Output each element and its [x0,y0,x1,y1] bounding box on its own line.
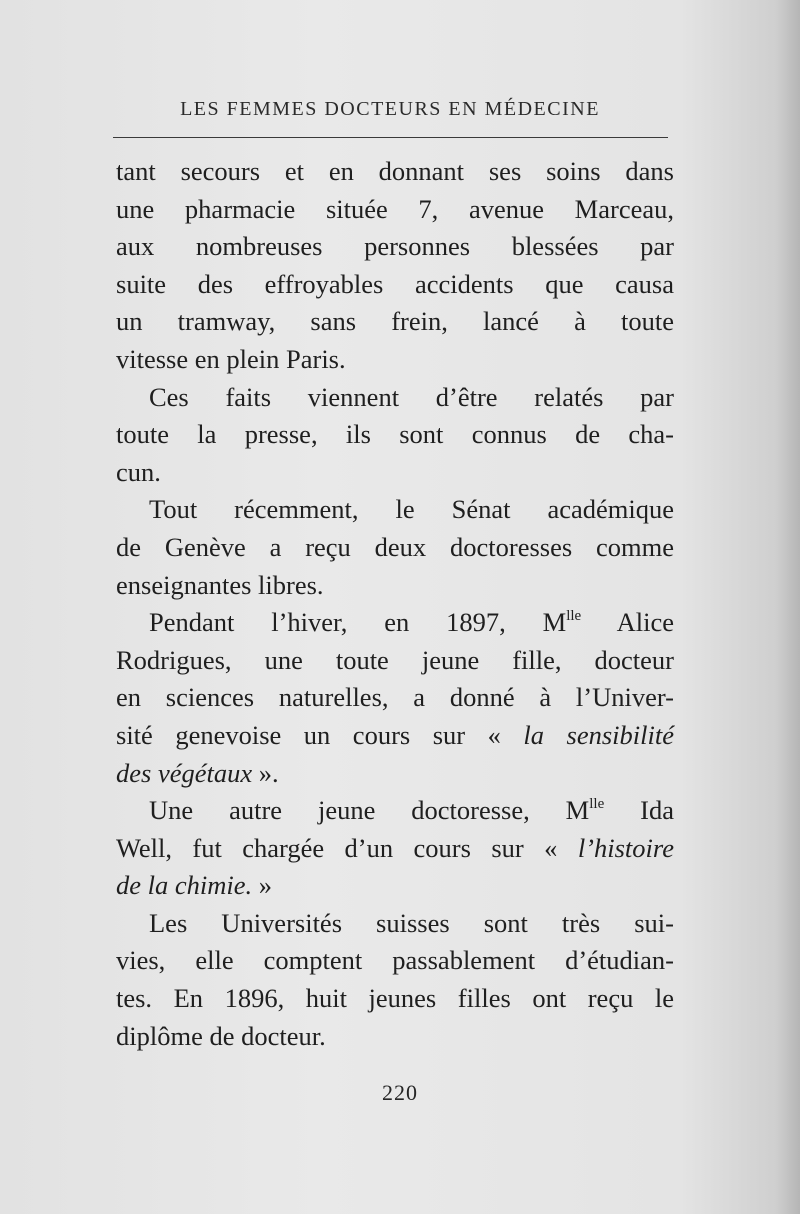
paragraph-1 [116,153,674,379]
text-line: cun. [116,456,161,487]
text-line: de Genève a reçu deux doctoresses comme [116,531,674,562]
superscript: lle [589,796,605,813]
paragraph-6 [116,905,674,1055]
header-rule [113,137,668,138]
page-number: 220 [382,1080,418,1105]
text-line: Les Universités suisses sont très sui- [149,907,674,938]
paragraph-4 [116,604,674,792]
text-line: vies, elle comptent passablement d’étudian- [116,945,674,976]
text-line: suite des effroyables accidents que causa [116,268,674,299]
text-line [116,755,674,793]
text-line [116,792,674,830]
text-run: Ida [604,795,674,826]
body-text [116,153,674,1055]
text-line: une pharmacie située 7, avenue Marceau, [116,193,674,224]
text-line [116,830,674,868]
text-line: un tramway, sans frein, lancé à toute [116,306,674,337]
text-line: aux nombreuses personnes blessées par [116,231,674,262]
text-run: Alice [581,607,674,638]
text-line: Ces faits viennent d’être relatés par [149,381,674,412]
text-line: en sciences naturelles, a donné à l’Univer- [116,682,674,713]
text-line: Tout récemment, le Sénat académique [149,494,674,525]
text-run: Well, fut chargée d’un cours sur « [116,832,578,863]
paragraph-2 [116,379,674,492]
superscript: lle [566,608,582,625]
italic-title: des végétaux [116,757,253,788]
text-line: diplôme de docteur. [116,1020,326,1051]
running-title: LES FEMMES DOCTEURS EN MÉDECINE [180,98,600,120]
text-line: tes. En 1896, huit jeunes filles ont reçu le [116,983,674,1014]
text-line: enseignantes libres. [116,569,324,600]
text-line: vitesse en plein Paris. [116,343,346,374]
italic-title: l’histoire [577,832,674,863]
italic-title: la sensibilité [523,719,674,750]
italic-title: de la chimie. [116,870,253,901]
text-run: sité genevoise un cours sur « [116,719,524,750]
paragraph-3 [116,491,674,604]
text-line: tant secours et en donnant ses soins dans [116,156,674,186]
text-run: » [252,870,273,901]
text-line: toute la presse, ils sont connus de cha- [116,419,674,450]
text-line: Rodrigues, une toute jeune fille, docteur [116,644,674,675]
text-run: Une autre jeune doctoresse, M [149,795,590,826]
text-line [116,604,674,642]
text-line [116,867,674,905]
text-line [116,717,674,755]
paragraph-5 [116,792,674,905]
text-run: Pendant l’hiver, en 1897, M [149,607,567,638]
text-run: ». [252,757,279,788]
